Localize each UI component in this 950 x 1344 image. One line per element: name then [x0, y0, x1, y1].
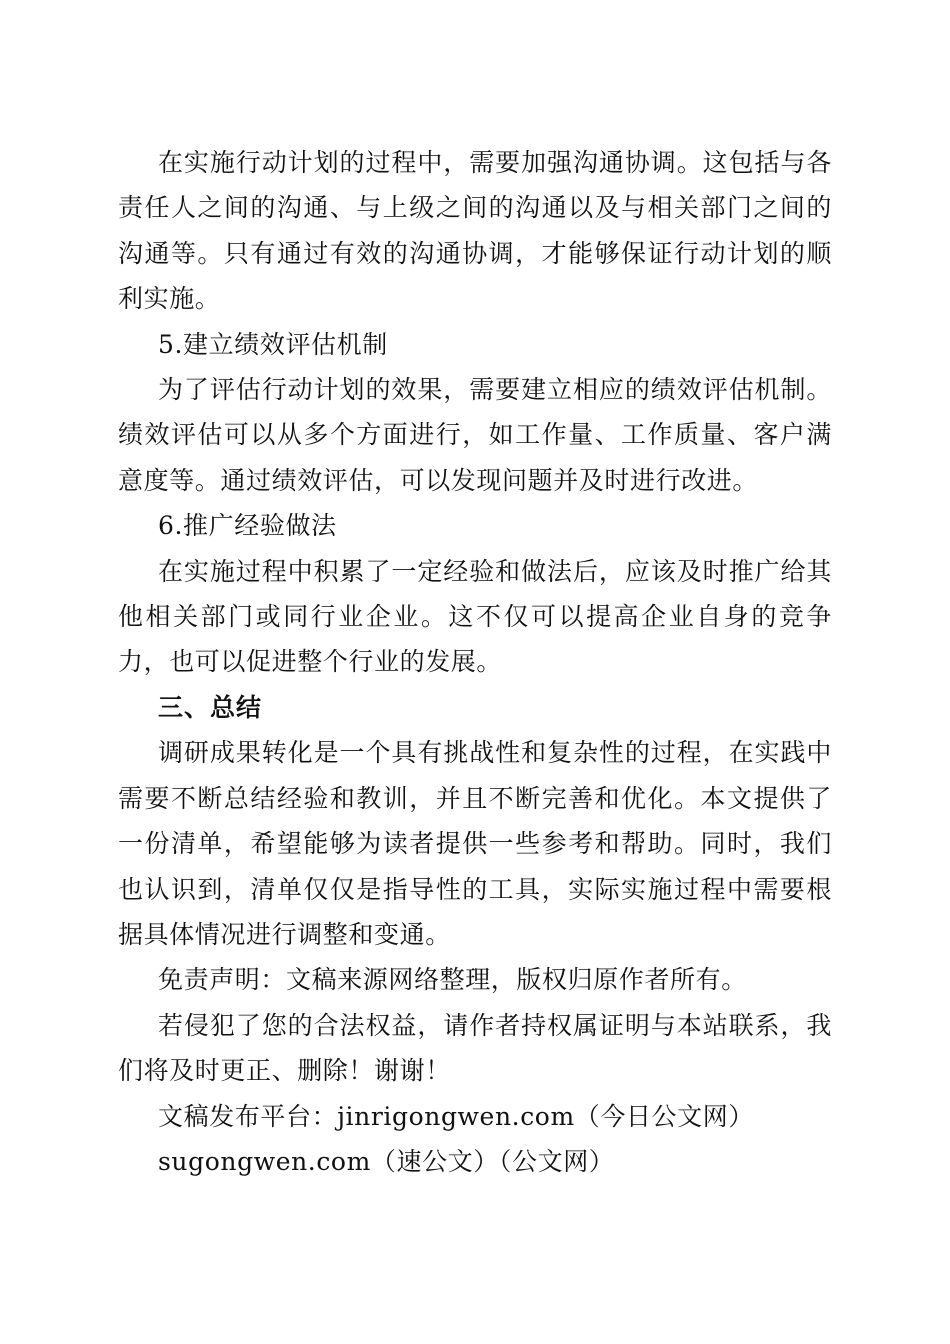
- paragraph-summary: 调研成果转化是一个具有挑战性和复杂性的过程，在实践中需要不断总结经验和教训，并且不断完善和优化。本文提供了一份清单，希望能够为读者提供一些参考和帮助。同时，我们也认识到，清单仅仅是指导性的工具，实际实施过程中需要根据具体情况进行调整和变通。: [118, 738, 832, 949]
- infringement-notice: 若侵犯了您的合法权益，请作者持权属证明与本站联系，我们将及时更正、删除！谢谢！: [118, 1010, 832, 1086]
- paragraph-promotion: 在实施过程中积累了一定经验和做法后，应该及时推广给其他相关部门或同行业企业。这不仅可以提高企业自身的竞争力，也可以促进整个行业的发展。: [118, 556, 832, 677]
- paragraph-communication: 在实施行动计划的过程中，需要加强沟通协调。这包括与各责任人之间的沟通、与上级之间的沟通以及与相关部门之间的沟通等。只有通过有效的沟通协调，才能够保证行动计划的顺利实施。: [118, 148, 832, 314]
- site-names-line: sugongwen.com（速公文）（公文网）: [158, 1146, 615, 1176]
- paragraph-performance: 为了评估行动计划的效果，需要建立相应的绩效评估机制。绩效评估可以从多个方面进行，如工作量、工作质量、客户满意度等。通过绩效评估，可以发现问题并及时进行改进。: [118, 375, 832, 495]
- section-heading-summary: 三、总结: [158, 692, 263, 722]
- disclaimer-text: 免责声明：文稿来源网络整理，版权归原作者所有。: [158, 965, 747, 995]
- document-body: [118, 140, 832, 1184]
- publishing-platform-line: 文稿发布平台：jinrigongwen.com（今日公文网）: [158, 1101, 754, 1131]
- section-heading-performance: 5.建立绩效评估机制: [158, 329, 388, 359]
- section-heading-promotion: 6.推广经验做法: [158, 511, 337, 541]
